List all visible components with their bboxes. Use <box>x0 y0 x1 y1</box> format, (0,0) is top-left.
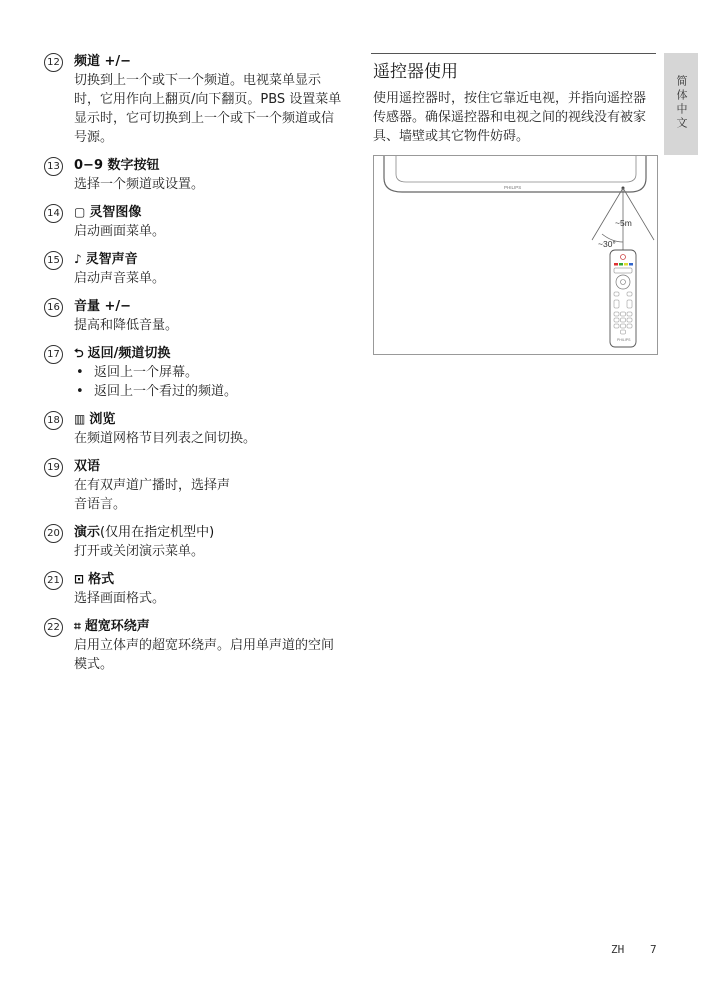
page-number: 7 <box>650 943 657 956</box>
language-tab <box>664 53 698 155</box>
item-bullets <box>74 363 344 401</box>
item-description: 切换到上一个或下一个频道。电视菜单显示时，它用作向上翻页/向下翻页。PBS 设置菜单显示时，它可切换到上一个或下一个频道或信号源。 <box>74 73 342 145</box>
item-number: 22 <box>44 618 63 637</box>
item-title: 0−9 数字按钮 <box>74 158 160 173</box>
item-title: ⊡ 格式 <box>74 572 115 587</box>
item-description: 选择一个频道或设置。 <box>74 177 205 192</box>
item-number: 13 <box>44 157 63 176</box>
section-paragraph: 使用遥控器时，按住它靠近电视，并指向遥控器传感器。确保遥控器和电视之间的视线没有被家具、墙壁或其它物件妨碍。 <box>373 91 647 144</box>
list-item <box>44 203 344 241</box>
item-title: ⮌ 返回/频道切换 <box>74 346 171 361</box>
list-item <box>44 250 344 288</box>
item-title: 演示(仅用在指定机型中) <box>74 525 215 540</box>
item-number: 14 <box>44 204 63 223</box>
distance-label: ~5m <box>615 218 632 228</box>
item-title: 音量 +/− <box>74 299 132 314</box>
smart-picture-icon: ▢ <box>74 205 86 219</box>
list-item <box>44 570 344 608</box>
item-title: 频道 +/− <box>74 54 132 69</box>
browse-icon: ▥ <box>74 412 86 426</box>
list-item <box>44 523 344 561</box>
angle-label: ~30° <box>598 239 616 249</box>
section-divider <box>371 53 656 54</box>
item-title: ▥ 浏览 <box>74 412 116 427</box>
item-title-note: (仅用在指定机型中) <box>100 525 215 540</box>
list-item <box>44 410 344 448</box>
item-number: 15 <box>44 251 63 270</box>
item-description: 启动声音菜单。 <box>74 271 166 286</box>
item-title: ♪ 灵智声音 <box>74 252 138 267</box>
list-item <box>44 617 344 674</box>
list-item <box>44 52 344 147</box>
section-title: 遥控器使用 <box>373 62 458 82</box>
item-number: 17 <box>44 345 63 364</box>
item-number: 21 <box>44 571 63 590</box>
remote-usage-figure <box>373 155 658 355</box>
item-number: 16 <box>44 298 63 317</box>
item-description: 在频道网格节目列表之间切换。 <box>74 431 257 446</box>
view-angle-line-left <box>592 188 623 240</box>
item-description: 在有双声道广播时，选择声音语言。 <box>74 478 231 512</box>
remote-usage-illustration <box>374 156 657 354</box>
view-angle-line-right <box>623 188 654 240</box>
item-number: 12 <box>44 53 63 72</box>
tv-screen-edge <box>396 156 636 182</box>
item-description: 提高和降低音量。 <box>74 318 179 333</box>
remote-button-list <box>44 52 344 683</box>
item-description: 选择画面格式。 <box>74 591 166 606</box>
item-description: 启用立体声的超宽环绕声。启用单声道的空间模式。 <box>74 638 335 672</box>
footer-language: ZH <box>611 943 625 956</box>
list-item <box>44 344 344 401</box>
bullet-item: • 返回上一个看过的频道。 <box>74 382 344 401</box>
item-number: 18 <box>44 411 63 430</box>
surround-icon: ⌗ <box>74 619 81 633</box>
remote-control-drawing <box>610 250 636 347</box>
list-item <box>44 297 344 335</box>
item-title: 双语 <box>74 459 101 474</box>
item-description: 启动画面菜单。 <box>74 224 166 239</box>
item-description: 打开或关闭演示菜单。 <box>74 544 205 559</box>
item-number: 19 <box>44 458 63 477</box>
language-tab-label: 简体中文 <box>675 75 688 131</box>
tv-brand-label: PHILIPS <box>504 185 522 190</box>
item-title: ⌗ 超宽环绕声 <box>74 619 150 634</box>
format-icon: ⊡ <box>74 572 85 586</box>
smart-sound-icon: ♪ <box>74 252 82 266</box>
bullet-item: • 返回上一个屏幕。 <box>74 363 344 382</box>
remote-brand-label: PHILIPS <box>617 338 631 342</box>
list-item <box>44 156 344 194</box>
list-item <box>44 457 344 514</box>
item-number: 20 <box>44 524 63 543</box>
back-icon: ⮌ <box>74 346 84 360</box>
item-title: ▢ 灵智图像 <box>74 205 142 220</box>
